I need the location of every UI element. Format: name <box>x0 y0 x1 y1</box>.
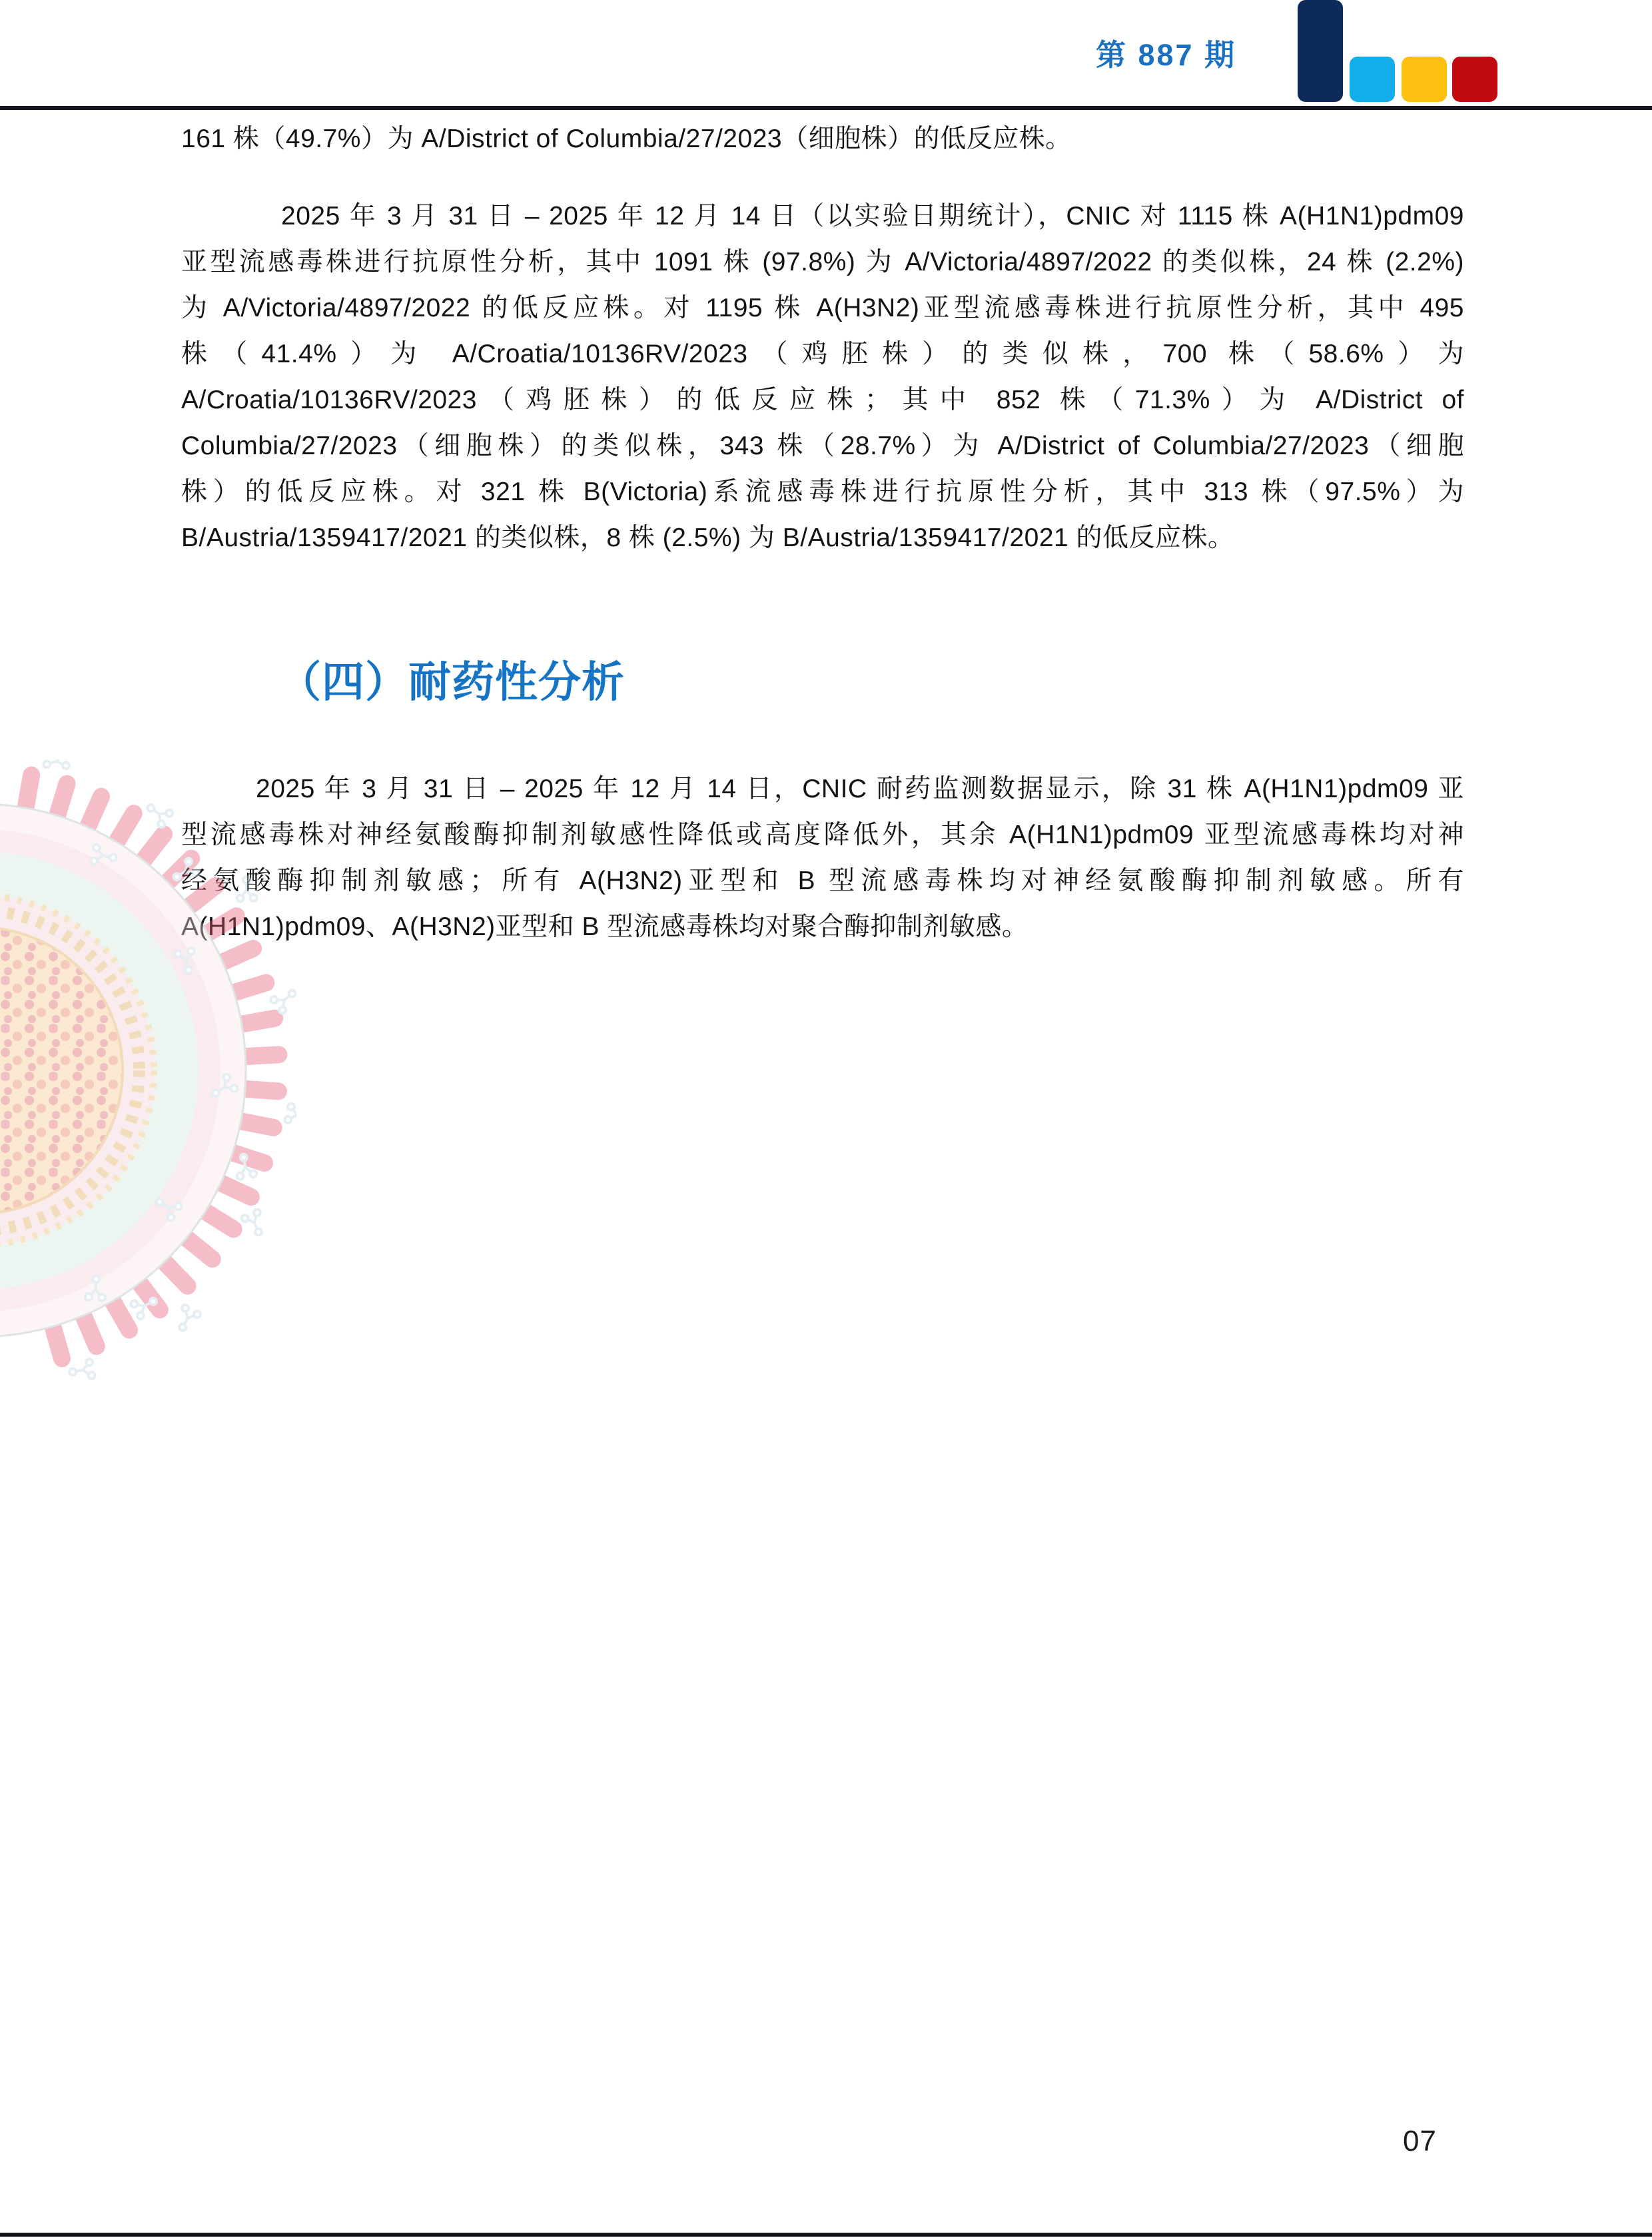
logo-bar-yellow <box>1402 57 1447 102</box>
paragraph-line: 型流感毒株对神经氨酸酶抑制剂敏感性降低或高度降低外，其余 A(H1N1)pdm09 亚型流感毒株均对神 <box>181 821 1464 849</box>
paragraph-line: 161 株（49.7%）为 A/District of Columbia/27/2023（细胞株）的低反应株。 <box>181 125 1072 153</box>
paragraph-line: 2025 年 3 月 31 日 – 2025 年 12 月 14 日（以实验日期统计），CNIC 对 1115 株 A(H1N1)pdm09 <box>281 202 1464 230</box>
paragraph-line: 株）的低反应株。对 321 株 B(Victoria)系流感毒株进行抗原性分析，其中 313 株（97.5%）为 <box>181 478 1464 506</box>
paragraph-line: 亚型流感毒株进行抗原性分析，其中 1091 株 (97.8%) 为 A/Victoria/4897/2022 的类似株，24 株 (2.2%) <box>181 248 1464 276</box>
paragraph-line: Columbia/27/2023（细胞株）的类似株，343 株（28.7%）为 A/District of Columbia/27/2023（细胞 <box>181 432 1464 460</box>
paragraph-line: A(H1N1)pdm09、A(H3N2)亚型和 B 型流感毒株均对聚合酶抑制剂敏感。 <box>181 913 1029 941</box>
paragraph-antigenic-analysis <box>181 193 1464 561</box>
paragraph-line: B/Austria/1359417/2021 的类似株，8 株 (2.5%) 为 B/Austria/1359417/2021 的低反应株。 <box>181 524 1234 552</box>
issue-label: 第 887 期 <box>1096 38 1237 72</box>
logo-bar-red <box>1452 57 1497 102</box>
paragraph-drug-resistance <box>181 766 1464 950</box>
footer-rule <box>0 2233 1652 2237</box>
paragraph-line: 为 A/Victoria/4897/2022 的低反应株。对 1195 株 A(H3N2)亚型流感毒株进行抗原性分析，其中 495 <box>181 294 1464 322</box>
page-number: 07 <box>1403 2125 1437 2157</box>
paragraph-line: 株（41.4%）为 A/Croatia/10136RV/2023（鸡胚株）的类似株，700 株（58.6%）为 <box>181 340 1464 368</box>
paragraph-line: 经氨酸酶抑制剂敏感；所有 A(H3N2)亚型和 B 型流感毒株均对神经氨酸酶抑制剂敏感。所有 <box>181 867 1464 895</box>
paragraph-line: 2025 年 3 月 31 日 – 2025 年 12 月 14 日，CNIC 耐药监测数据显示，除 31 株 A(H1N1)pdm09 亚 <box>256 775 1464 803</box>
bar-chart-logo-icon <box>1298 0 1497 102</box>
logo-bar-blue <box>1350 57 1395 102</box>
paragraph-line: A/Croatia/10136RV/2023（鸡胚株）的低反应株；其中 852 株（71.3%）为 A/District of <box>181 386 1464 414</box>
logo-bar-navy <box>1298 0 1343 102</box>
section-heading-drug-resistance: （四）耐药性分析 <box>278 658 625 706</box>
header-divider-rule <box>0 106 1652 110</box>
paragraph-carryover <box>181 116 1464 162</box>
